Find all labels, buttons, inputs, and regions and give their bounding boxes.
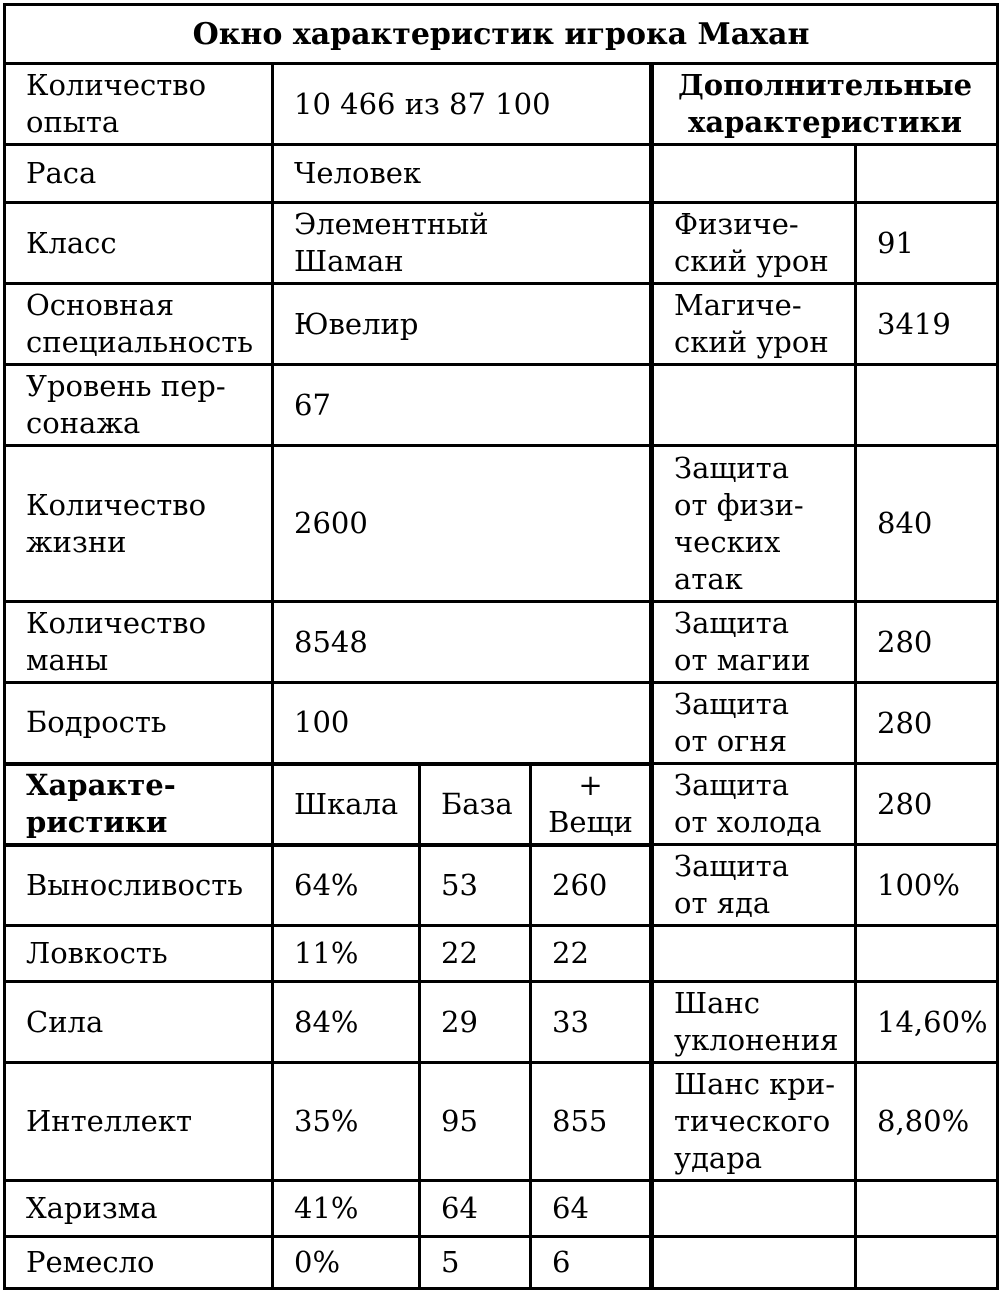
level-value: 67 <box>273 365 652 446</box>
stat-name: Сила <box>5 982 273 1063</box>
extra-stat-label <box>652 1237 856 1289</box>
table-row <box>5 926 998 982</box>
physical-defense-label: Защита от физи- ческих атак <box>652 446 856 602</box>
extra-stat-value <box>856 1237 998 1289</box>
fire-defense-value: 280 <box>856 683 998 764</box>
stat-name: Выносливость <box>5 845 273 926</box>
poison-defense-value: 100% <box>856 845 998 926</box>
stat-items: 260 <box>531 845 652 926</box>
stat-scale: 41% <box>273 1181 420 1237</box>
physical-defense-value: 840 <box>856 446 998 602</box>
extra-stat-value <box>856 1181 998 1237</box>
stat-base: 64 <box>420 1181 531 1237</box>
stat-scale: 11% <box>273 926 420 982</box>
stat-items: 64 <box>531 1181 652 1237</box>
stat-name: Ремесло <box>5 1237 273 1289</box>
stats-header-base: База <box>420 764 531 845</box>
table-row <box>5 1063 998 1181</box>
extra-stat-value <box>856 926 998 982</box>
vigor-value: 100 <box>273 683 652 764</box>
stat-base: 95 <box>420 1063 531 1181</box>
table-row <box>5 1181 998 1237</box>
physical-damage-value: 91 <box>856 203 998 284</box>
character-stats-table <box>3 3 999 1290</box>
stat-scale: 0% <box>273 1237 420 1289</box>
stat-base: 5 <box>420 1237 531 1289</box>
stats-header-items: + Вещи <box>531 764 652 845</box>
physical-damage-label: Физиче- ский урон <box>652 203 856 284</box>
experience-value: 10 466 из 87 100 <box>273 64 652 145</box>
stats-header-name: Характе- ристики <box>5 764 273 845</box>
stat-items: 855 <box>531 1063 652 1181</box>
table-row <box>5 845 998 926</box>
table-row <box>5 982 998 1063</box>
poison-defense-label: Защита от яда <box>652 845 856 926</box>
window-title: Окно характеристик игрока Махан <box>5 5 998 64</box>
race-label: Раса <box>5 145 273 203</box>
dodge-chance-value: 14,60% <box>856 982 998 1063</box>
stat-base: 29 <box>420 982 531 1063</box>
dodge-chance-label: Шанс уклонения <box>652 982 856 1063</box>
mana-label: Количество маны <box>5 602 273 683</box>
main-specialty-value: Ювелир <box>273 284 652 365</box>
experience-label: Количество опыта <box>5 64 273 145</box>
stat-items: 33 <box>531 982 652 1063</box>
vigor-label: Бодрость <box>5 683 273 764</box>
fire-defense-label: Защита от огня <box>652 683 856 764</box>
race-value: Человек <box>273 145 652 203</box>
stats-header-scale: Шкала <box>273 764 420 845</box>
extra-stat-label <box>652 145 856 203</box>
stat-base: 53 <box>420 845 531 926</box>
stat-scale: 64% <box>273 845 420 926</box>
stat-items: 6 <box>531 1237 652 1289</box>
cold-defense-value: 280 <box>856 764 998 845</box>
magic-damage-label: Магиче- ский урон <box>652 284 856 365</box>
magic-defense-value: 280 <box>856 602 998 683</box>
extra-stat-label <box>652 1181 856 1237</box>
cold-defense-label: Защита от холода <box>652 764 856 845</box>
stat-name: Интеллект <box>5 1063 273 1181</box>
stat-name: Харизма <box>5 1181 273 1237</box>
extra-stat-label <box>652 365 856 446</box>
mana-value: 8548 <box>273 602 652 683</box>
crit-chance-value: 8,80% <box>856 1063 998 1181</box>
health-value: 2600 <box>273 446 652 602</box>
stat-scale: 84% <box>273 982 420 1063</box>
extra-stat-value <box>856 145 998 203</box>
extra-stat-value <box>856 365 998 446</box>
level-label: Уровень пер- сонажа <box>5 365 273 446</box>
stat-name: Ловкость <box>5 926 273 982</box>
extra-stats-header: Дополнительные характеристики <box>652 64 998 145</box>
crit-chance-label: Шанс кри- тического удара <box>652 1063 856 1181</box>
extra-stat-label <box>652 926 856 982</box>
health-label: Количество жизни <box>5 446 273 602</box>
main-specialty-label: Основная специальность <box>5 284 273 365</box>
class-label: Класс <box>5 203 273 284</box>
table-row <box>5 1237 998 1289</box>
magic-defense-label: Защита от магии <box>652 602 856 683</box>
stat-base: 22 <box>420 926 531 982</box>
stat-scale: 35% <box>273 1063 420 1181</box>
class-value: Элементный Шаман <box>273 203 652 284</box>
stat-items: 22 <box>531 926 652 982</box>
magic-damage-value: 3419 <box>856 284 998 365</box>
